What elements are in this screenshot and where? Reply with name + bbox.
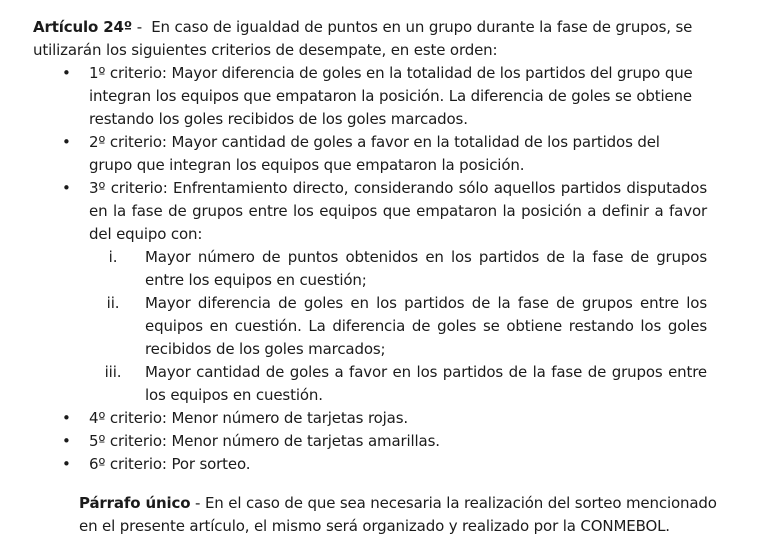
criterion-text: 6º criterio: Por sorteo. <box>89 455 251 473</box>
bullet-icon: • <box>62 179 71 197</box>
paragraph-separator: - <box>190 494 205 512</box>
criterion-text: 5º criterio: Menor número de tarjetas amarillas. <box>89 432 440 450</box>
article-separator: - <box>132 18 152 36</box>
bullet-icon: • <box>62 133 71 151</box>
sub-criterion-number: ii. <box>106 294 120 312</box>
list-item <box>62 62 707 131</box>
article-heading: Artículo 24º <box>33 18 133 36</box>
list-item <box>62 430 707 453</box>
criterion-text: 4º criterio: Menor número de tarjetas rojas. <box>89 409 408 427</box>
bullet-icon: • <box>62 455 71 473</box>
sub-criteria-list <box>89 246 707 407</box>
list-item <box>104 361 707 407</box>
article-intro <box>33 16 713 62</box>
list-item <box>62 407 707 430</box>
bullet-icon: • <box>62 64 71 82</box>
criterion-text: 2º criterio: Mayor cantidad de goles a favor en la totalidad de los partidos del grupo que integran los equipos que empataron la posición. <box>89 133 660 174</box>
bullet-icon: • <box>62 409 71 427</box>
list-item <box>62 453 707 476</box>
unique-paragraph <box>79 492 729 538</box>
criteria-list <box>62 62 707 476</box>
article-intro-text: En caso de igualdad de puntos en un grupo durante la fase de grupos, se utilizarán los siguientes criterios de desempate, en este orden: <box>33 18 693 59</box>
list-item <box>62 131 707 177</box>
criterion-text: 1º criterio: Mayor diferencia de goles en la totalidad de los partidos del grupo que integran los equipos que empataron la posición. La diferencia de goles se obtiene restando los goles recibidos de los goles marcados. <box>89 64 693 128</box>
list-item <box>108 246 707 292</box>
bullet-icon: • <box>62 432 71 450</box>
paragraph-heading: Párrafo único <box>79 494 191 512</box>
sub-criterion-text: Mayor número de puntos obtenidos en los partidos de la fase de grupos entre los equipos en cuestión; <box>145 248 707 289</box>
list-item <box>62 177 707 407</box>
criterion-text: 3º criterio: Enfrentamiento directo, considerando sólo aquellos partidos disputados en la fase de grupos entre los equipos que empataron la posición a definir a favor del equipo con: <box>89 179 707 243</box>
sub-criterion-text: Mayor cantidad de goles a favor en los partidos de la fase de grupos entre los equipos en cuestión. <box>145 363 707 404</box>
list-item <box>106 292 707 361</box>
sub-criterion-number: i. <box>108 248 118 266</box>
sub-criterion-text: Mayor diferencia de goles en los partidos de la fase de grupos entre los equipos en cuestión. La diferencia de goles se obtiene restando los goles recibidos de los goles marcados; <box>145 294 707 358</box>
sub-criterion-number: iii. <box>104 363 122 381</box>
paragraph-text: En el caso de que sea necesaria la realización del sorteo mencionado en el presente artículo, el mismo será organizado y realizado por la CONMEBOL. <box>79 494 717 535</box>
